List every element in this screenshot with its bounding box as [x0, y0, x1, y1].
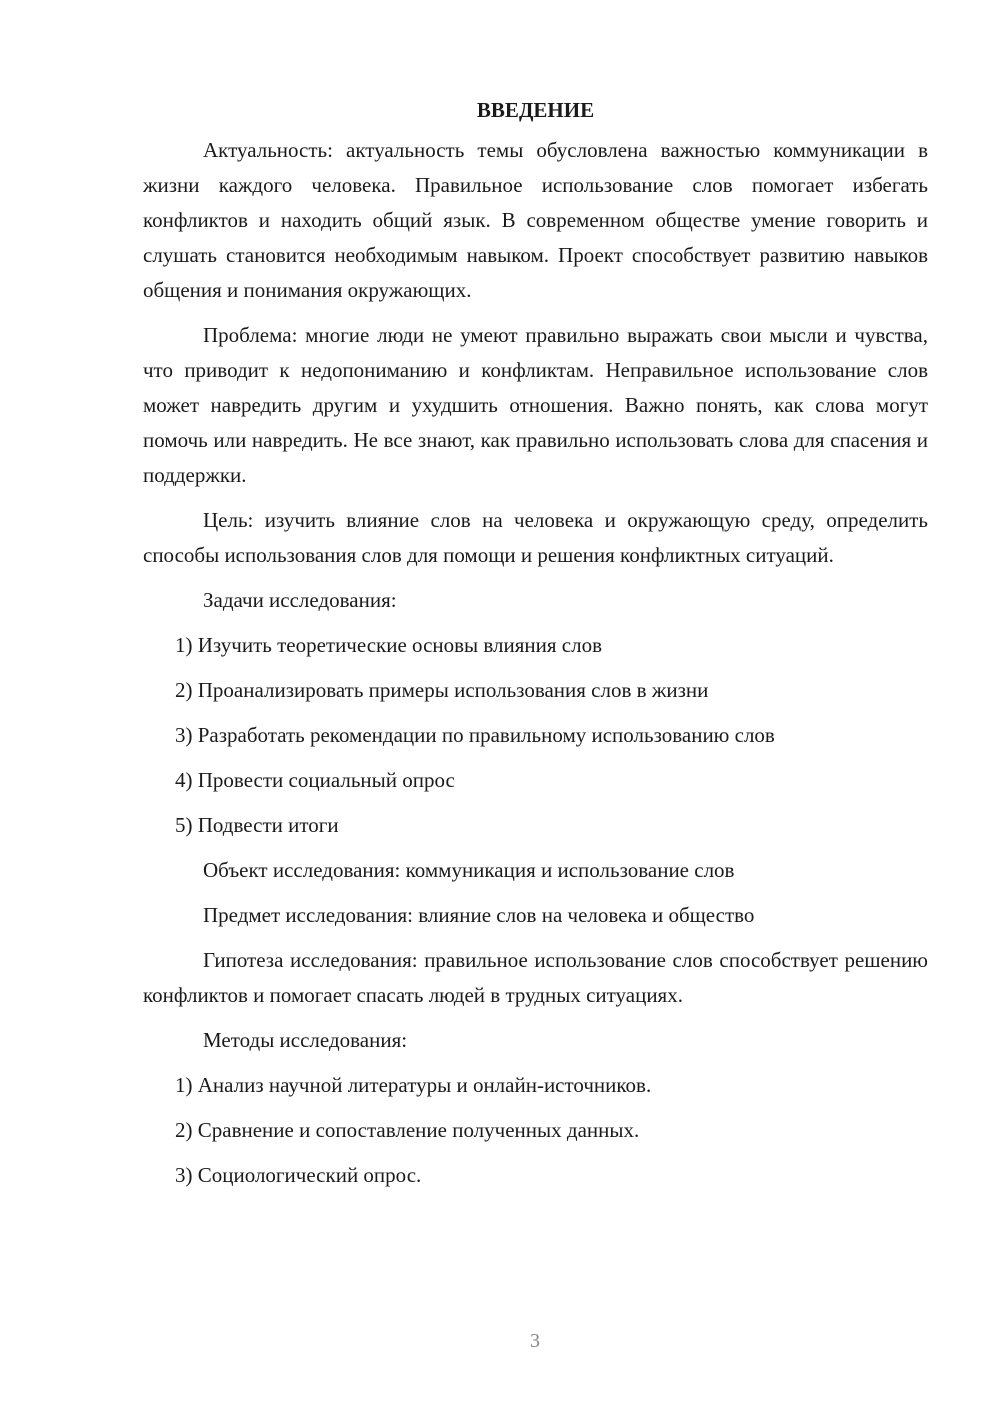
list-item-task-5: 5) Подвести итоги	[175, 813, 339, 837]
paragraph-problem: Проблема: многие люди не умеют правильно выражать свои мысли и чувства, что приводит к недопониманию и конфликтам. Неправильное использование слов может навредить другим и ухудшить отношения. Важно понять, как слова могут помочь или навредить. Не все знают, как правильно использовать слова для спасения и поддержки.	[143, 323, 928, 487]
list-item-task-2: 2) Проанализировать примеры использования слов в жизни	[175, 678, 709, 702]
list-item-task-1: 1) Изучить теоретические основы влияния слов	[175, 633, 603, 657]
list-item-task-3: 3) Разработать рекомендации по правильному использованию слов	[175, 723, 775, 747]
research-object: Объект исследования: коммуникация и использование слов	[203, 858, 735, 882]
page-number: 3	[530, 1330, 540, 1352]
list-item-method-1: 1) Анализ научной литературы и онлайн-источников.	[175, 1073, 652, 1097]
section-title: ВВЕДЕНИЕ	[476, 98, 595, 122]
paragraph-hypothesis: Гипотеза исследования: правильное использование слов способствует решению конфликтов и помогает спасать людей в трудных ситуациях.	[143, 948, 928, 1007]
document-page	[143, 92, 928, 1203]
list-item-method-3: 3) Социологический опрос.	[175, 1163, 422, 1187]
paragraph-relevance: Актуальность: актуальность темы обусловлена важностью коммуникации в жизни каждого человека. Правильное использование слов помогает избегать конфликтов и находить общий язык. В современном обществе умение говорить и слушать становится необходимым навыком. Проект способствует развитию навыков общения и понимания окружающих.	[143, 138, 928, 302]
list-item-method-2: 2) Сравнение и сопоставление полученных данных.	[175, 1118, 640, 1142]
research-subject: Предмет исследования: влияние слов на человека и общество	[203, 903, 755, 927]
list-item-task-4: 4) Провести социальный опрос	[175, 768, 455, 792]
methods-heading: Методы исследования:	[203, 1028, 408, 1052]
tasks-heading: Задачи исследования:	[203, 588, 397, 612]
paragraph-goal: Цель: изучить влияние слов на человека и окружающую среду, определить способы использования слов для помощи и решения конфликтных ситуаций.	[143, 508, 928, 567]
